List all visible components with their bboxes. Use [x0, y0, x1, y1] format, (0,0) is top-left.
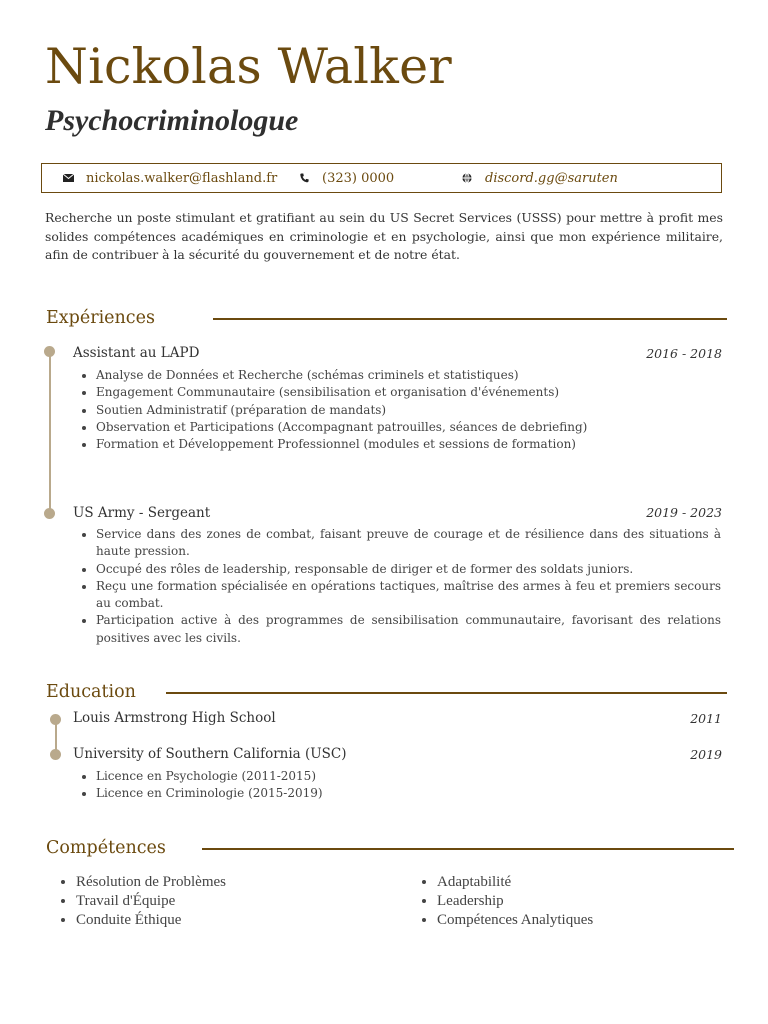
list-item: • Reçu une formation spécialisée en opérations tactiques, maîtrise des armes à feu et premiers secours au combat. — [96, 578, 721, 613]
list-item: • Occupé des rôles de leadership, responsable de diriger et de former des soldats juniors. — [96, 561, 721, 578]
list-item: • Soutien Administratif (préparation de mandats) — [96, 402, 704, 419]
list-item: • Licence en Psychologie (2011-2015) — [96, 768, 696, 785]
skill-item: • Résolution de Problèmes — [76, 873, 406, 892]
experience-timeline — [49, 352, 51, 513]
section-divider — [202, 848, 734, 850]
section-title-experiences: Expériences — [46, 308, 155, 328]
phone-text[interactable]: (323) 0000 — [322, 170, 395, 186]
experience-duties — [79, 526, 721, 647]
education-school: Louis Armstrong High School — [73, 710, 276, 726]
list-item: • Participation active à des programmes de sensibilisation communautaire, favorisant des relations positives avec les civils. — [96, 612, 721, 647]
section-title-skills: Compétences — [46, 838, 166, 858]
experience-dates: 2016 - 2018 — [646, 346, 722, 361]
list-item: • Observation et Participations (Accompagnant patrouilles, séances de debriefing) — [96, 419, 704, 436]
section-title-education: Education — [46, 682, 136, 702]
list-item: • Licence en Criminologie (2015-2019) — [96, 785, 696, 802]
experience-role: US Army - Sergeant — [73, 505, 211, 521]
skill-item: • Compétences Analytiques — [437, 911, 757, 930]
skill-item: • Leadership — [437, 892, 757, 911]
list-item: • Analyse de Données et Recherche (schémas criminels et statistiques) — [96, 367, 704, 384]
education-degrees — [79, 768, 696, 803]
contact-email[interactable] — [62, 164, 277, 192]
timeline-dot — [44, 508, 55, 519]
profile-summary: Recherche un poste stimulant et gratifiant au sein du US Secret Services (USSS) pour mettre à profit mes solides compétences académiques en criminologie et en psychologie, ainsi que mon expérience militaire, afin de contribuer à la sécurité du gouvernement et de notre état. — [45, 210, 723, 262]
job-title: Psychocriminologue — [45, 104, 299, 137]
timeline-dot — [50, 714, 61, 725]
education-year: 2011 — [690, 711, 722, 726]
section-divider — [213, 318, 727, 320]
section-divider — [166, 692, 727, 694]
skill-item: • Travail d'Équipe — [76, 892, 406, 911]
contact-discord[interactable] — [461, 164, 618, 192]
phone-icon — [298, 173, 310, 183]
candidate-name: Nickolas Walker — [45, 38, 452, 95]
skills-list-right — [407, 873, 757, 930]
education-year: 2019 — [690, 747, 722, 762]
envelope-icon — [62, 174, 74, 182]
timeline-dot — [44, 346, 55, 357]
list-item: • Formation et Développement Professionnel (modules et sessions de formation) — [96, 436, 704, 453]
skill-item: • Conduite Éthique — [76, 911, 406, 930]
skill-item: • Adaptabilité — [437, 873, 757, 892]
contact-phone[interactable] — [298, 164, 394, 192]
discord-text[interactable]: discord.gg@saruten — [485, 170, 618, 186]
experience-duties — [79, 367, 704, 453]
education-school: University of Southern California (USC) — [73, 746, 347, 762]
list-item: • Service dans des zones de combat, faisant preuve de courage et de résilience dans des situations à haute pression. — [96, 526, 721, 561]
experience-dates: 2019 - 2023 — [646, 505, 722, 520]
email-text[interactable]: nickolas.walker@flashland.fr — [86, 170, 278, 186]
skills-list-left — [46, 873, 406, 930]
contact-bar — [41, 163, 722, 193]
list-item: • Engagement Communautaire (sensibilisation et organisation d'événements) — [96, 384, 704, 401]
discord-icon — [461, 173, 473, 183]
timeline-dot — [50, 749, 61, 760]
experience-role: Assistant au LAPD — [73, 345, 200, 361]
